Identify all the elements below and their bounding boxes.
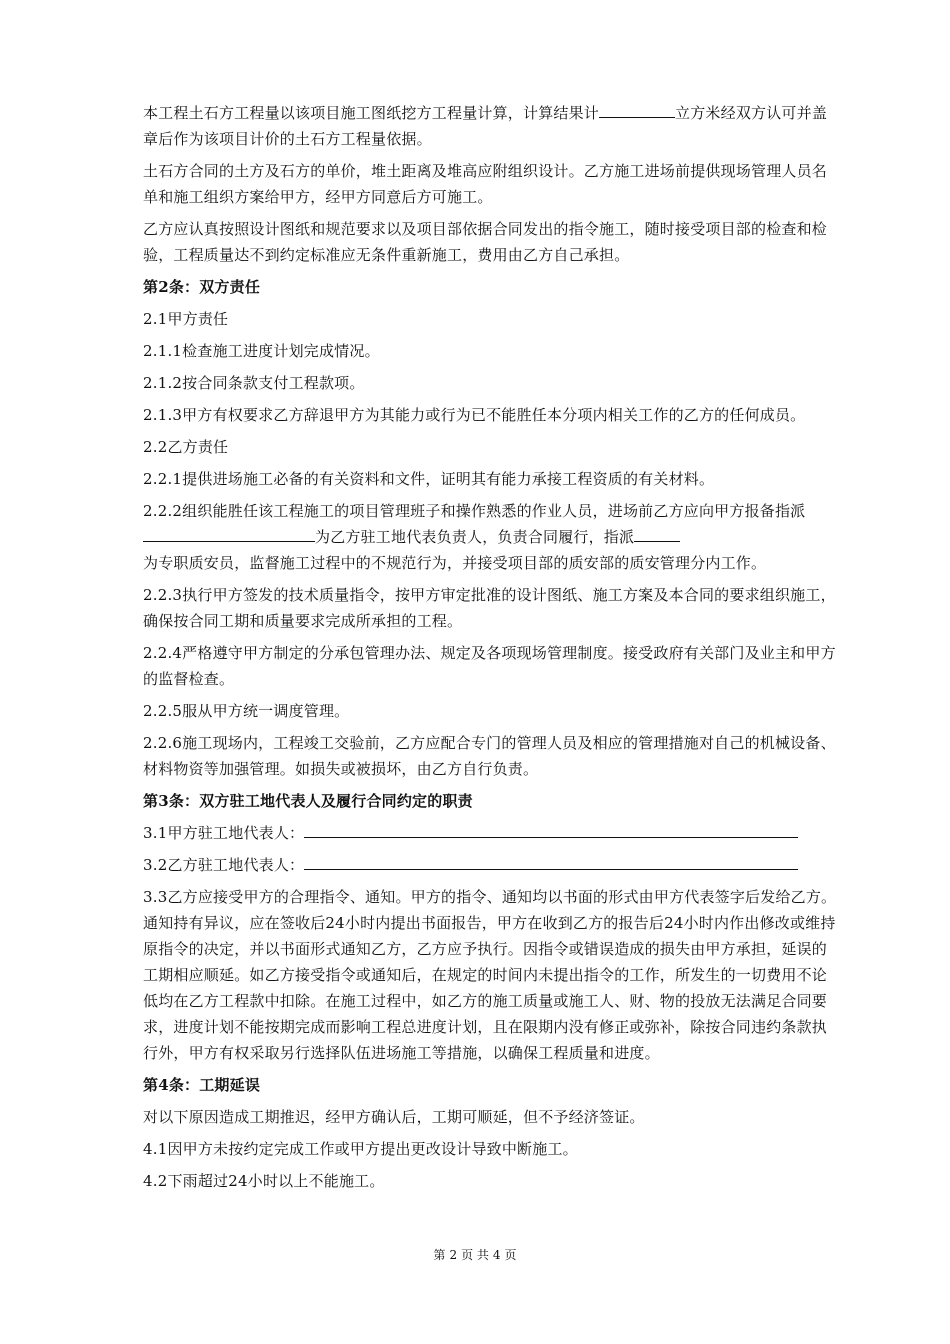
section-2-2: 2.2乙方责任 xyxy=(143,438,229,456)
section-2-1-1: 2.1.1检查施工进度计划完成情况。 xyxy=(143,342,380,360)
section-3-2: 3.2乙方驻工地代表人： xyxy=(143,852,840,878)
paragraph-unit-price: 土石方合同的土方及石方的单价，堆土距离及堆高应附组织设计。乙方施工进场前提供现场管理人员名单和施工组织方案给甲方，经甲方同意后方可施工。 xyxy=(143,162,828,206)
section-2-2-3: 2.2.3执行甲方签发的技术质量指令，按甲方审定批准的设计图纸、施工方案及本合同的要求组织施工，确保按合同工期和质量要求完成所承担的工程。 xyxy=(143,586,836,630)
section-2-2-6: 2.2.6施工现场内，工程竣工交验前，乙方应配合专门的管理人员及相应的管理措施对自己的机械设备、材料物资等加强管理。如损失或被损坏，由乙方自行负责。 xyxy=(143,734,836,778)
paragraph-construction-requirements: 乙方应认真按照设计图纸和规范要求以及项目部依据合同发出的指令施工，随时接受项目部的检查和检验，工程质量达不到约定标准应无条件重新施工，费用由乙方自己承担。 xyxy=(143,220,828,264)
blank-party-b-representative xyxy=(304,853,798,870)
section-4-2: 4.2下雨超过24小时以上不能施工。 xyxy=(143,1172,385,1190)
blank-cubic-meters xyxy=(599,101,675,118)
document-body xyxy=(143,100,840,1200)
page-footer: 第 2 页 共 4 页 xyxy=(433,1248,517,1262)
article-2-heading: 第2条：双方责任 xyxy=(143,278,261,296)
total-page-number: 4 xyxy=(492,1248,501,1262)
section-4-1: 4.1因甲方未按约定完成工作或甲方提出更改设计导致中断施工。 xyxy=(143,1140,578,1158)
paragraph-earthwork-quantity: 本工程土石方工程量以该项目施工图纸挖方工程量计算，计算结果计 立方米经双方认可并盖章后作为该项目计价的土石方工程量依据。 xyxy=(143,100,840,152)
section-2-1-2: 2.1.2按合同条款支付工程款项。 xyxy=(143,374,365,392)
article-4-intro: 对以下原因造成工期推迟，经甲方确认后，工期可顺延，但不予经济签证。 xyxy=(143,1108,645,1126)
current-page-number: 2 xyxy=(449,1248,458,1262)
blank-site-representative xyxy=(143,525,315,542)
section-2-1-3: 2.1.3甲方有权要求乙方辞退甲方为其能力或行为已不能胜任本分项内相关工作的乙方的任何成员。 xyxy=(143,406,806,424)
article-4-heading: 第4条：工期延误 xyxy=(143,1076,261,1094)
section-2-2-5: 2.2.5服从甲方统一调度管理。 xyxy=(143,702,350,720)
section-3-1: 3.1甲方驻工地代表人： xyxy=(143,820,840,846)
section-3-3: 3.3乙方应接受甲方的合理指令、通知。甲方的指令、通知均以书面的形式由甲方代表签字后发给乙方。通知持有异议，应在签收后24小时内提出书面报告，甲方在收到乙方的报告后24小时内作出修改或维持原指令的决定，并以书面形式通知乙方，乙方应予执行。因指令或错误造成的损失由甲方承担，延误的工期相应顺延。如乙方接受指令或通知后，在规定的时间内未提出指令的工作，所发生的一切费用不论低均在乙方工程款中扣除。在施工过程中，如乙方的施工质量或施工人、财、物的投放无法满足合同要求，进度计划不能按期完成而影响工程总进度计划，且在限期内没有修正或弥补，除按合同违约条款执行外，甲方有权采取另行选择队伍进场施工等措施，以确保工程质量和进度。 xyxy=(143,888,837,1062)
section-2-2-2: 2.2.2组织能胜任该工程施工的项目管理班子和操作熟悉的作业人员，进场前乙方应向甲方报备指派为乙方驻工地代表负责人，负责合同履行，指派 为专职质安员，监督施工过程中的不规范行为，并接受项目部的质安部的质安管理分内工作。 xyxy=(143,502,806,572)
article-3-heading: 第3条：双方驻工地代表人及履行合同约定的职责 xyxy=(143,792,473,810)
section-2-2-1: 2.2.1提供进场施工必备的有关资料和文件，证明其有能力承接工程资质的有关材料。 xyxy=(143,470,715,488)
blank-party-a-representative xyxy=(304,821,798,838)
section-2-1: 2.1甲方责任 xyxy=(143,310,229,328)
section-2-2-4: 2.2.4严格遵守甲方制定的分承包管理办法、规定及各项现场管理制度。接受政府有关部门及业主和甲方的监督检查。 xyxy=(143,644,836,688)
blank-quality-officer xyxy=(634,525,680,542)
